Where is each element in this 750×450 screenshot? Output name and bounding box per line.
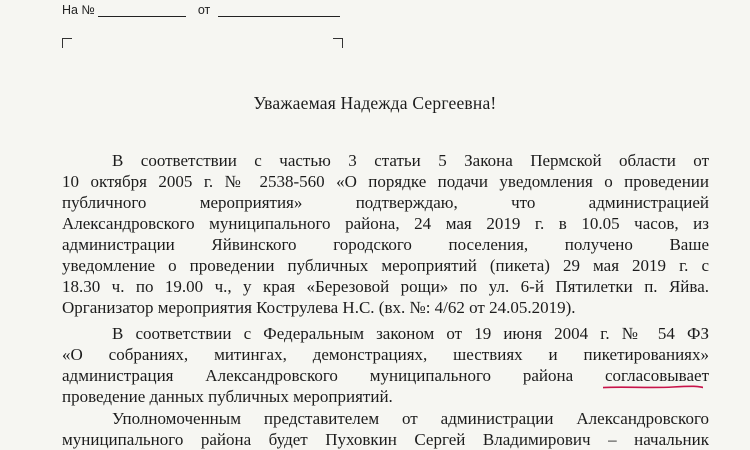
text-line: «О собраниях, митингах, демонстрациях, шествиях и пикетированиях» — [62, 345, 709, 364]
text-line: Организатор мероприятия Кострулева Н.С. (вх. №: 4/62 от 24.05.2019). — [62, 298, 576, 317]
text-line: уведомление о проведении публичных мероприятий (пикета) 29 мая 2019 г. с — [62, 256, 709, 275]
date-blank-line — [218, 5, 340, 17]
approval-word — [605, 365, 709, 386]
text-line: публичного мероприятия» подтверждаю, что администрацией — [62, 193, 709, 212]
text-line: администрации Яйвинского городского поселения, получено Ваше — [62, 235, 709, 254]
address-corner-mark-right — [333, 38, 343, 48]
address-corner-mark-left — [62, 38, 72, 48]
text-line: В соответствии с частью 3 статьи 5 Закона Пермской области от — [112, 151, 709, 170]
text-line: Уполномоченным представителем от администрации Александровского — [112, 409, 709, 428]
text-line: муниципального района будет Пуховкин Сергей Владимирович – начальник — [62, 430, 709, 449]
salutation: Уважаемая Надежда Сергеевна! — [253, 93, 497, 113]
paragraph-notification-receipt — [62, 150, 709, 318]
text-line: В соответствии с Федеральным законом от 19 июня 2004 г. № 54 ФЗ — [112, 324, 709, 343]
text-line: Александровского муниципального района, 24 мая 2019 г. в 10.05 часов, из — [62, 214, 709, 233]
paragraph-representative — [62, 408, 709, 450]
from-label: от — [197, 3, 211, 17]
number-label: На № — [62, 3, 95, 17]
text-line: 10 октября 2005 г. № 2538-560 «О порядке подачи уведомления о проведении — [62, 172, 709, 191]
number-blank-line — [98, 5, 186, 17]
paragraph-approval — [62, 323, 709, 407]
reference-number-row — [62, 3, 340, 17]
pen-underline-mark — [603, 385, 703, 389]
text-fragment: администрация Александровского муниципального района — [62, 366, 574, 385]
approval-word-text: согласовывает — [605, 366, 710, 385]
text-line — [62, 365, 709, 386]
text-line: проведение данных публичных мероприятий. — [62, 387, 393, 406]
text-line: 18.30 ч. по 19.00 ч., у края «Березовой рощи» по ул. 6-й Пятилетки п. Яйва. — [62, 277, 709, 296]
